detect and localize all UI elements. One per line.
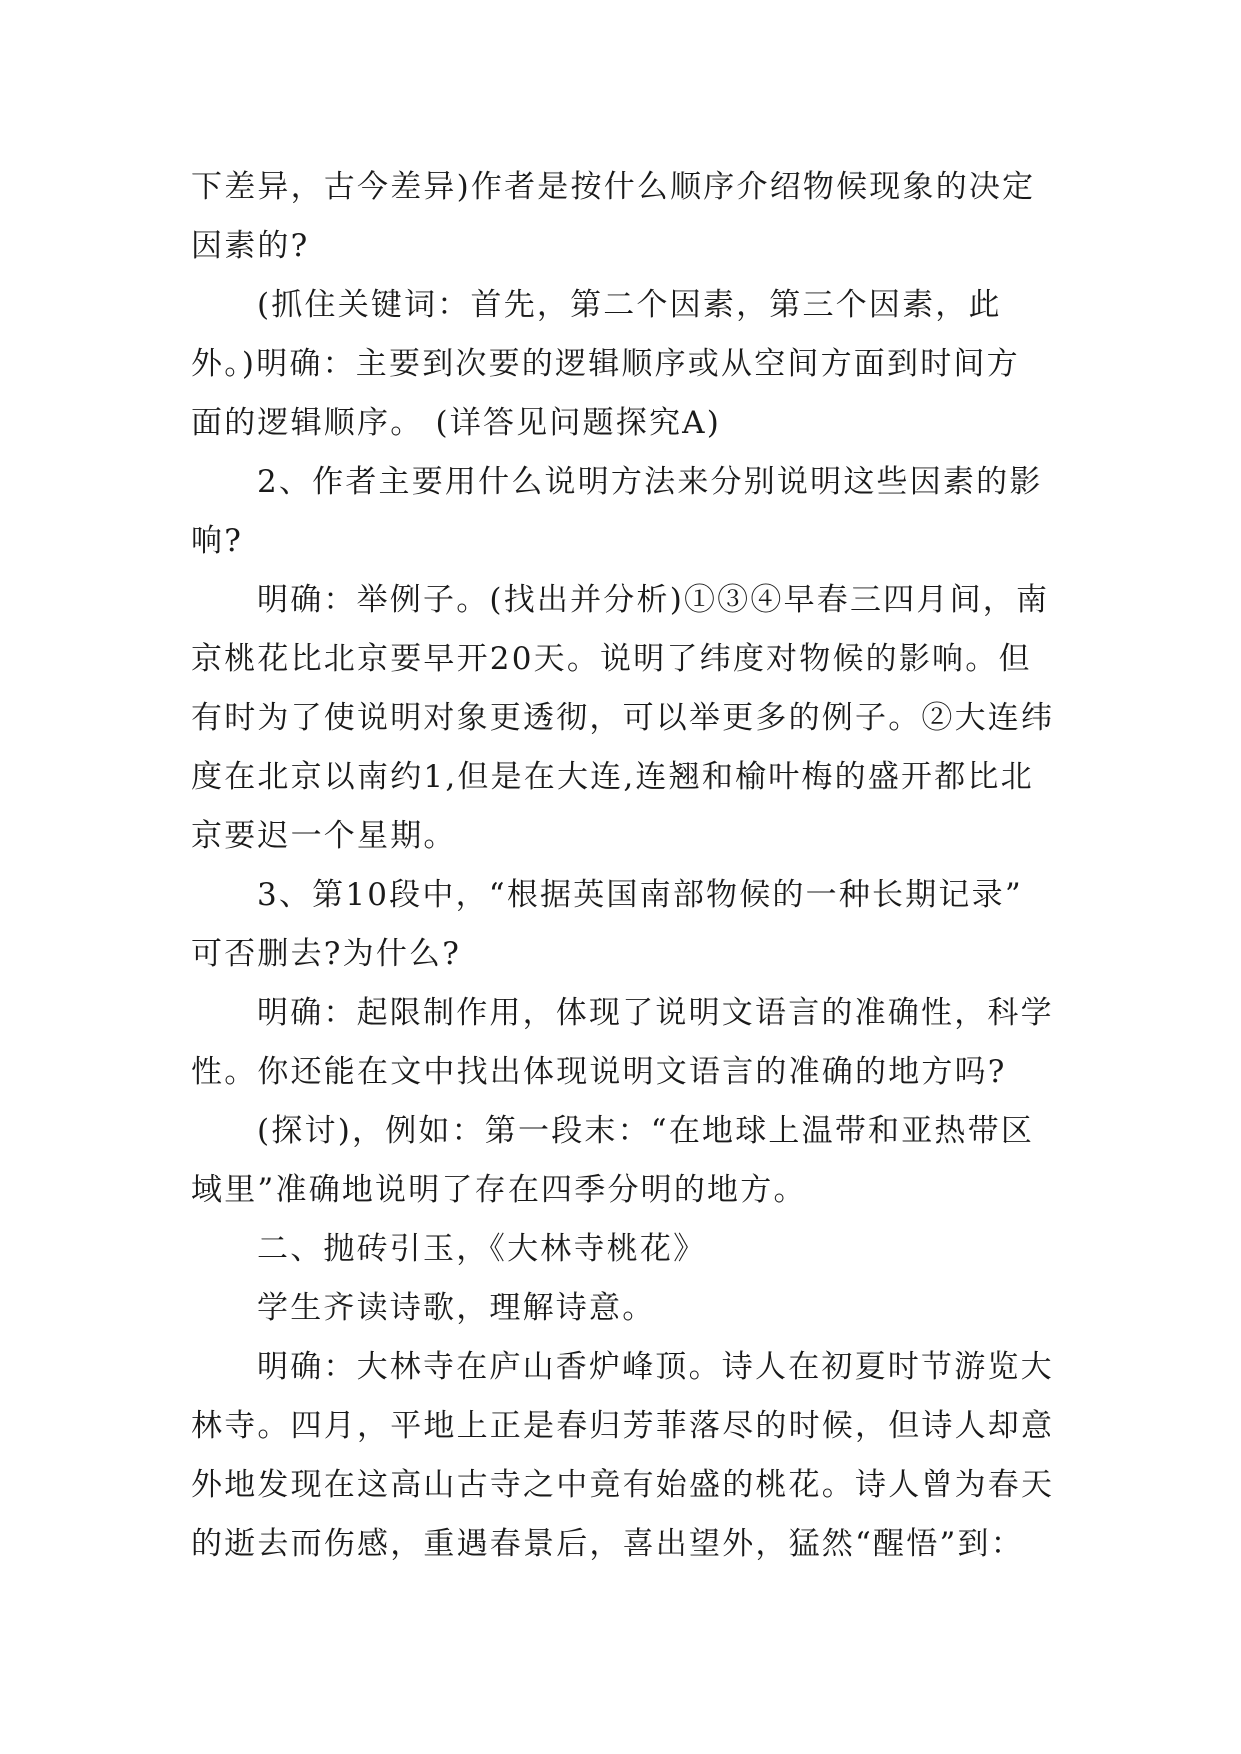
paragraph-4-cont bbox=[191, 630, 1071, 866]
paragraph-10 bbox=[191, 1338, 1071, 1397]
paragraph-2-cont bbox=[191, 335, 1071, 453]
text-line: 有时为了使说明对象更透彻，可以举更多的例子。②大连纬 bbox=[191, 700, 1055, 736]
text-line: 明确：举例子。(找出并分析)①③④早春三四月间，南 bbox=[257, 582, 1050, 618]
paragraph-7-cont bbox=[191, 1161, 1071, 1220]
paragraph-3 bbox=[191, 453, 1071, 512]
text-line: (抓住关键词：首先，第二个因素，第三个因素，此 bbox=[257, 287, 1002, 323]
text-line: 京要迟一个星期。 bbox=[191, 818, 457, 854]
paragraph-7 bbox=[191, 1102, 1071, 1161]
text-line: 林寺。四月，平地上正是春归芳菲落尽的时候，但诗人却意 bbox=[191, 1408, 1055, 1444]
paragraph-9 bbox=[191, 1279, 1071, 1338]
paragraph-10-cont bbox=[191, 1397, 1071, 1574]
text-line: 明确：大林寺在庐山香炉峰顶。诗人在初夏时节游览大 bbox=[257, 1349, 1054, 1385]
text-line: 学生齐读诗歌，理解诗意。 bbox=[257, 1290, 656, 1326]
text-line: 3、第10段中，“根据英国南部物候的一种长期记录” bbox=[257, 877, 1023, 913]
paragraph-3-cont bbox=[191, 512, 1071, 571]
text-line: 二、抛砖引玉，《大林寺桃花》 bbox=[257, 1231, 707, 1267]
paragraph-4 bbox=[191, 571, 1071, 630]
paragraph-5-cont bbox=[191, 925, 1071, 984]
text-line: 响? bbox=[191, 523, 244, 559]
text-line: 因素的? bbox=[191, 228, 310, 264]
paragraph-6-cont bbox=[191, 1043, 1071, 1102]
paragraph-5 bbox=[191, 866, 1071, 925]
text-line: (探讨)，例如：第一段末：“在地球上温带和亚热带区 bbox=[257, 1113, 1035, 1149]
text-line: 外地发现在这高山古寺之中竟有始盛的桃花。诗人曾为春天 bbox=[191, 1467, 1055, 1503]
paragraph-2 bbox=[191, 276, 1071, 335]
text-line: 可否删去?为什么? bbox=[191, 936, 462, 972]
paragraph-1 bbox=[191, 158, 1071, 276]
section-heading bbox=[191, 1220, 1071, 1279]
text-line: 明确：起限制作用，体现了说明文语言的准确性，科学 bbox=[257, 995, 1054, 1031]
paragraph-6 bbox=[191, 984, 1071, 1043]
text-line: 京桃花比北京要早开20天。说明了纬度对物候的影响。但 bbox=[191, 641, 1032, 677]
text-line: 度在北京以南约1,但是在大连,连翘和榆叶梅的盛开都比北 bbox=[191, 759, 1034, 795]
text-line: 性。你还能在文中找出体现说明文语言的准确的地方吗? bbox=[191, 1054, 1007, 1090]
text-line: 面的逻辑顺序。 (详答见问题探究A) bbox=[191, 405, 722, 441]
document-body bbox=[191, 158, 1071, 1574]
text-line: 外。)明确：主要到次要的逻辑顺序或从空间方面到时间方 bbox=[191, 346, 1020, 382]
text-line: 下差异，古今差异)作者是按什么顺序介绍物候现象的决定 bbox=[191, 169, 1036, 205]
text-line: 2、作者主要用什么说明方法来分别说明这些因素的影 bbox=[257, 464, 1043, 500]
text-line: 的逝去而伤感，重遇春景后，喜出望外，猛然“醒悟”到： bbox=[191, 1526, 1024, 1562]
text-line: 域里”准确地说明了存在四季分明的地方。 bbox=[191, 1172, 807, 1208]
